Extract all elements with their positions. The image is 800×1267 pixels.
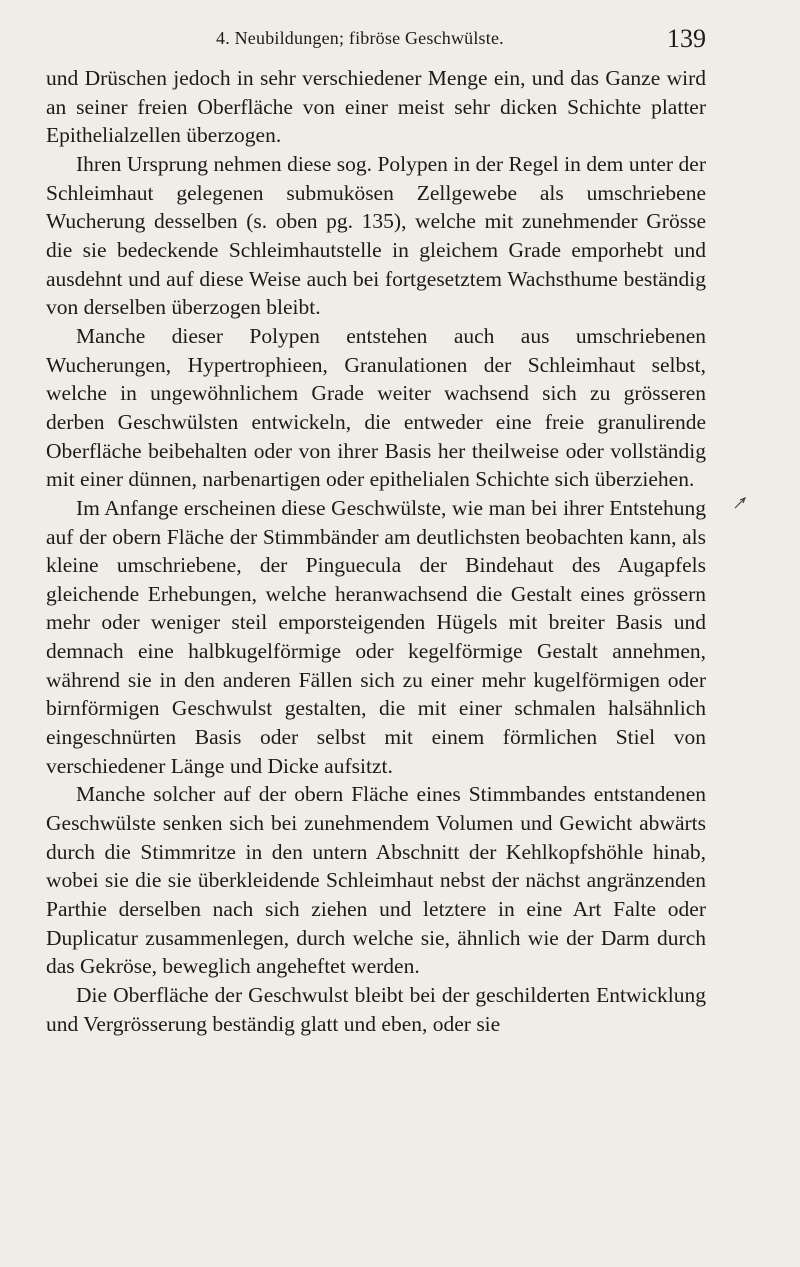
paragraph-2: Ihren Ursprung nehmen diese sog. Polypen in der Regel in dem unter der Schleimhaut gelegenen submukösen Zellgewebe als umschriebene Wucherung desselben (s. oben pg. 135), welche mit zunehmender Grösse die sie bedeckende Schleimhautstelle in gleichem Grade emporhebt und ausdehnt und auf diese Weise auch bei fortgesetztem Wachsthume beständig von derselben überzogen bleibt. [46,151,706,320]
running-title: 4. Neubildungen; fibröse Geschwülste. [216,28,504,48]
margin-mark-icon [734,497,746,509]
paragraph-6: Die Oberfläche der Geschwulst bleibt bei der geschilderten Entwicklung und Vergrösserung beständig glatt und eben, oder sie [46,983,706,1036]
body-text [46,64,706,1038]
paragraph-3: Manche dieser Polypen entstehen auch aus umschriebenen Wucherungen, Hypertrophieen, Granulationen der Schleimhaut selbst, welche in ungewöhnlichem Grade weiter wachsend sich zu grösseren derben Geschwülsten entwickeln, die entweder eine freie granulirende Oberfläche beibehalten oder von ihrer Basis her theilweise oder vollständig mit einer dünnen, narbenartigen oder epithelialen Schichte sich überziehen. [46,323,706,492]
page-number: 139 [667,24,706,53]
running-head [46,24,706,58]
paragraph-4: Im Anfange erscheinen diese Geschwülste, wie man bei ihrer Entstehung auf der obern Fläche der Stimmbänder am deutlichsten beobachten kann, als kleine umschriebene, der Pinguecula der Bindehaut des Augapfels gleichende Erhebungen, welche heranwachsend die Gestalt eines grössern mehr oder weniger steil emporsteigenden Hügels mit breiter Basis und demnach eine halbkugelförmige oder kegelförmige Gestalt annehmen, während sie in den anderen Fällen sich zu einer mehr kugelförmigen oder birnförmigen Geschwulst gestalten, die mit einer schmalen halsähnlich eingeschnürten Basis oder selbst mit einem förmlichen Stiel von verschiedener Länge und Dicke aufsitzt. [46,495,706,778]
paragraph-5: Manche solcher auf der obern Fläche eines Stimmbandes entstandenen Geschwülste senken sich bei zunehmendem Volumen und Gewicht abwärts durch die Stimmritze in den untern Abschnitt der Kehlkopfshöhle hinab, wobei sie die sie überkleidende Schleimhaut nebst der nächst angränzenden Parthie derselben nach sich ziehen und letztere in eine Art Falte oder Duplicatur zusammenlegen, durch welche sie, ähnlich wie der Darm durch das Gekröse, beweglich angeheftet werden. [46,782,706,979]
paragraph-1: und Drüschen jedoch in sehr verschiedener Menge ein, und das Ganze wird an seiner freien Oberfläche von einer meist sehr dicken Schichte platter Epithelialzellen überzogen. [46,66,706,148]
